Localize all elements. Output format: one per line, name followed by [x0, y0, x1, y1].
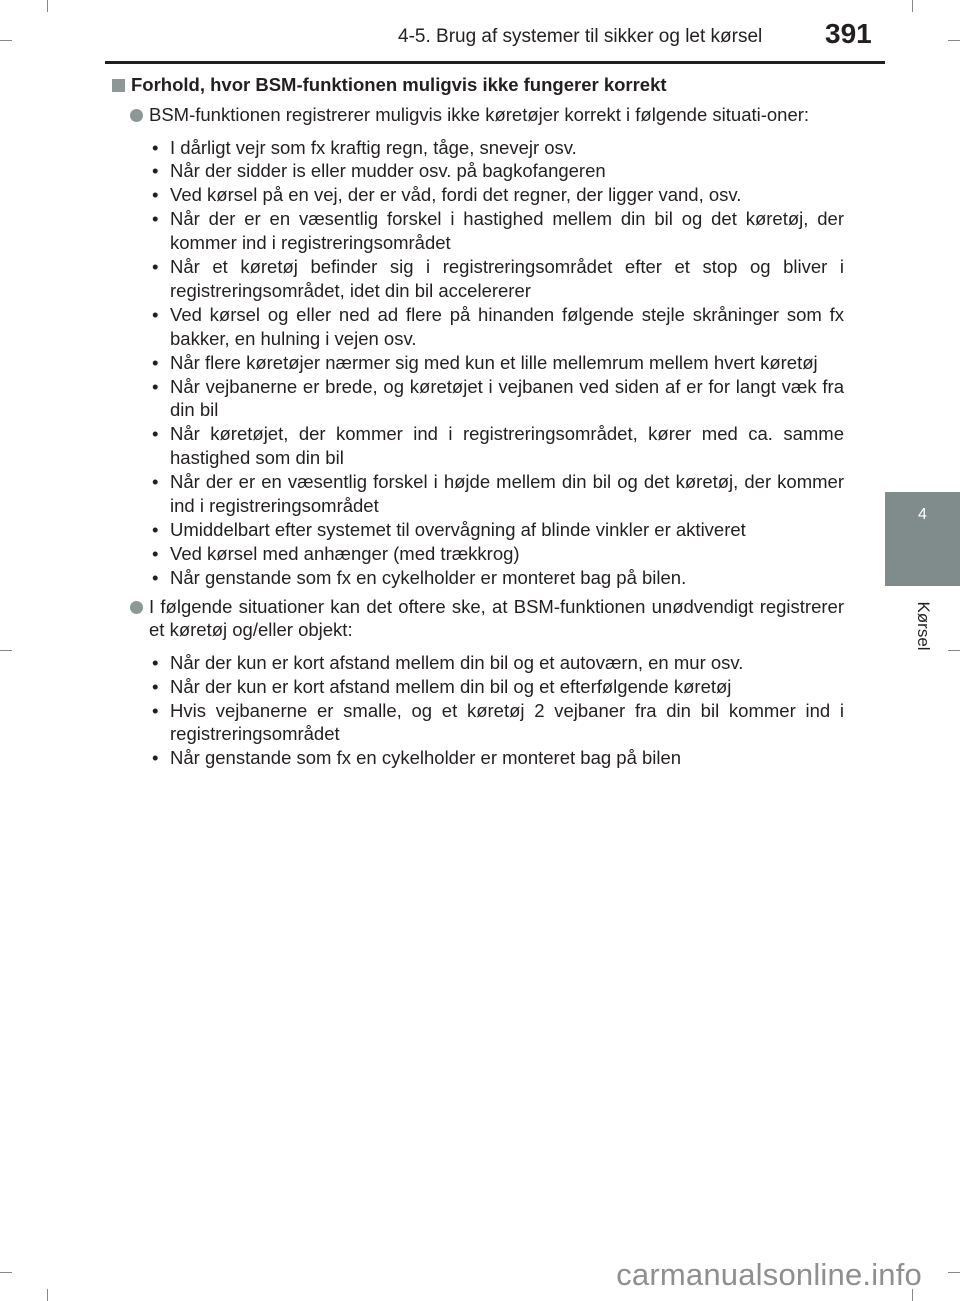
list-item	[152, 746, 844, 770]
bullet-icon: •	[152, 747, 159, 769]
list-item-text: Umiddelbart efter systemet til overvågning af blinde vinkler er aktiveret	[170, 519, 746, 540]
list-item	[152, 183, 844, 207]
list-item	[152, 207, 844, 255]
list-item-text: Ved kørsel på en vej, der er våd, fordi det regner, der ligger vand, osv.	[170, 184, 742, 206]
bullet-icon: •	[152, 542, 159, 564]
point-text: I følgende situationer kan det oftere ske, at BSM-funktionen unødvendigt registrerer et køretøj og/eller objekt:	[149, 595, 844, 641]
bullet-icon: •	[152, 136, 159, 158]
bullet-icon: •	[152, 184, 159, 206]
list-item-text: Når der er en væsentlig forskel i hastighed mellem din bil og det køretøj, der kommer ind i registreringsområdet	[170, 208, 844, 254]
chapter-label: Kørsel	[913, 601, 933, 651]
header-rule	[105, 61, 885, 64]
watermark: carmanualsonline.info	[616, 1257, 922, 1292]
list-item-text: Når vejbanerne er brede, og køretøjet i vejbanen ved siden af er for langt væk fra din bil	[170, 375, 844, 421]
circle-bullet-icon	[130, 601, 143, 614]
bullet-list	[112, 136, 844, 590]
bullet-icon: •	[152, 566, 159, 588]
bullet-icon: •	[152, 699, 159, 721]
list-item	[152, 675, 844, 699]
list-item	[152, 566, 844, 590]
bullet-icon: •	[152, 423, 159, 445]
section-heading	[112, 72, 844, 98]
point-text: BSM-funktionen registrerer muligvis ikke køretøjer korrekt i følgende situati-oner:	[149, 104, 810, 125]
list-item-text: Ved kørsel med anhænger (med trækkrog)	[170, 542, 520, 564]
crop-mark	[0, 1272, 12, 1273]
bullet-icon: •	[152, 351, 159, 373]
list-item	[152, 422, 844, 470]
chapter-number: 4	[918, 506, 927, 523]
crop-mark	[47, 0, 48, 12]
list-item	[152, 542, 844, 566]
crop-mark	[0, 40, 12, 41]
bullet-icon: •	[152, 160, 159, 182]
list-item	[152, 699, 844, 747]
crop-mark	[47, 1289, 48, 1301]
chapter-label-box	[885, 586, 960, 666]
list-item-text: Når genstande som fx en cykelholder er monteret bag på bilen	[170, 747, 682, 769]
list-item	[152, 375, 844, 423]
bullet-icon: •	[152, 208, 159, 230]
crop-mark	[0, 650, 12, 651]
list-item-text: Hvis vejbanerne er smalle, og et køretøj 2 vejbaner fra din bil kommer ind i registreringsområdet	[170, 699, 844, 745]
circle-point	[112, 595, 844, 642]
list-item-text: Når genstande som fx en cykelholder er monteret bag på bilen.	[170, 566, 687, 588]
bullet-icon: •	[152, 375, 159, 397]
square-marker-icon	[112, 79, 125, 92]
list-item-text: I dårligt vejr som fx kraftig regn, tåge, snevejr osv.	[170, 136, 577, 158]
list-item-text: Når der kun er kort afstand mellem din bil og et efterfølgende køretøj	[170, 675, 732, 697]
bullet-icon: •	[152, 471, 159, 493]
bullet-icon: •	[152, 519, 159, 540]
list-item-text: Når der kun er kort afstand mellem din bil og et autoværn, en mur osv.	[170, 651, 744, 673]
list-item-text: Når et køretøj befinder sig i registreringsområdet efter et stop og bliver i registreringsområdet, idet din bil accelererer	[170, 256, 844, 301]
list-item-text: Ved kørsel og eller ned ad flere på hinanden følgende stejle skråninger som fx bakker, en hulning i vejen osv.	[170, 303, 844, 349]
list-item	[152, 303, 844, 351]
list-item-text: Når der er en væsentlig forskel i højde mellem din bil og det køretøj, der kommer ind i registreringsområdet	[170, 471, 844, 517]
crop-mark	[948, 40, 960, 41]
page-content	[112, 72, 844, 770]
running-header: 4-5. Brug af systemer til sikker og let kørsel	[398, 26, 763, 47]
list-item-text: Når køretøjet, der kommer ind i registreringsområdet, kører med ca. samme hastighed som din bil	[170, 423, 844, 469]
list-item-text: Når der sidder is eller mudder osv. på bagkofangeren	[170, 160, 606, 182]
list-item	[152, 255, 844, 303]
bullet-icon: •	[152, 256, 159, 278]
list-item	[152, 136, 844, 160]
circle-bullet-icon	[130, 109, 143, 122]
crop-mark	[912, 0, 913, 12]
section-heading-text: Forhold, hvor BSM-funktionen muligvis ikke fungerer korrekt	[131, 74, 667, 95]
bullet-icon: •	[152, 303, 159, 325]
bullet-icon: •	[152, 675, 159, 697]
list-item	[152, 470, 844, 518]
list-item	[152, 651, 844, 675]
list-item-text: Når flere køretøjer nærmer sig med kun et lille mellemrum mellem hvert køretøj	[170, 351, 818, 373]
list-item	[152, 159, 844, 183]
page-number: 391	[825, 18, 872, 49]
bullet-list	[112, 651, 844, 771]
list-item	[152, 351, 844, 375]
bullet-icon: •	[152, 651, 159, 673]
circle-point	[112, 103, 844, 127]
chapter-tab	[885, 492, 960, 586]
list-item	[152, 518, 844, 542]
crop-mark	[948, 1272, 960, 1273]
